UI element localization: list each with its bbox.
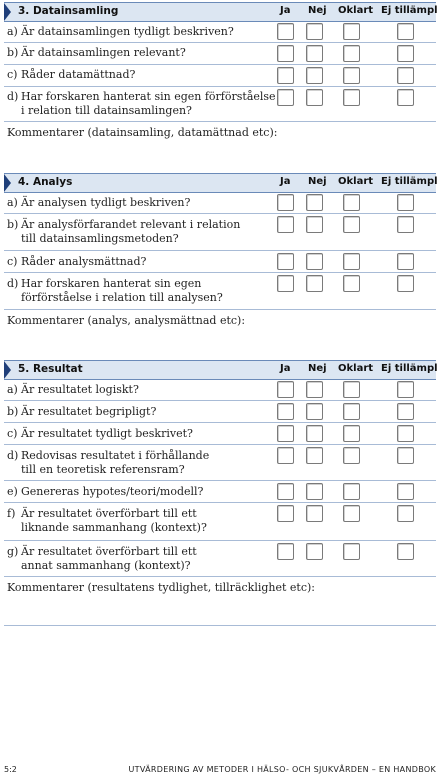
row-divider <box>4 400 436 401</box>
checkbox-3d-oklart[interactable] <box>343 89 360 106</box>
checkbox-3d-nej[interactable] <box>306 89 323 106</box>
checkbox-3b-oklart[interactable] <box>343 45 360 62</box>
section-header-analys <box>4 173 436 193</box>
checkbox-4a-ja[interactable] <box>277 194 294 211</box>
column-oklart: Oklart <box>338 5 374 16</box>
column-oklart: Oklart <box>338 363 374 374</box>
question-3b: b) Är datainsamlingen relevant? <box>7 46 186 59</box>
checkbox-5e-ej-tillampl[interactable] <box>397 483 414 500</box>
checkbox-5c-ja[interactable] <box>277 425 294 442</box>
section-header-resultat <box>4 360 436 380</box>
checkbox-4b-nej[interactable] <box>306 216 323 233</box>
question-4a: a) Är analysen tydligt beskriven? <box>7 196 191 209</box>
checkbox-4c-nej[interactable] <box>306 253 323 270</box>
row-divider <box>4 540 436 541</box>
checkbox-5c-nej[interactable] <box>306 425 323 442</box>
checkbox-5c-oklart[interactable] <box>343 425 360 442</box>
checkbox-5f-ja[interactable] <box>277 505 294 522</box>
checkbox-5c-ej-tillampl[interactable] <box>397 425 414 442</box>
checkbox-5e-nej[interactable] <box>306 483 323 500</box>
question-4c: c) Råder analysmättnad? <box>7 255 147 268</box>
checkbox-4d-oklart[interactable] <box>343 275 360 292</box>
checkbox-5f-oklart[interactable] <box>343 505 360 522</box>
question-5c: c) Är resultatet tydligt beskrivet? <box>7 427 193 440</box>
checkbox-4a-ej-tillampl[interactable] <box>397 194 414 211</box>
page-number: 5:2 <box>4 765 17 774</box>
checkbox-4d-ja[interactable] <box>277 275 294 292</box>
question-3c: c) Råder datamättnad? <box>7 68 136 81</box>
comment-label-datainsamling: Kommentarer (datainsamling, datamättnad etc): <box>7 126 278 139</box>
section-title: 4. Analys <box>18 176 73 188</box>
checkbox-4b-ja[interactable] <box>277 216 294 233</box>
checkbox-5a-oklart[interactable] <box>343 381 360 398</box>
question-5a: a) Är resultatet logiskt? <box>7 383 139 396</box>
section-marker <box>4 361 11 379</box>
row-divider <box>4 250 436 251</box>
checkbox-3a-oklart[interactable] <box>343 23 360 40</box>
row-divider <box>4 576 436 577</box>
column-ja: Ja <box>280 5 291 16</box>
column-nej: Nej <box>308 363 327 374</box>
question-5e: e) Genereras hypotes/teori/modell? <box>7 485 204 498</box>
checkbox-4c-oklart[interactable] <box>343 253 360 270</box>
checkbox-5g-nej[interactable] <box>306 543 323 560</box>
question-3a: a) Är datainsamlingen tydligt beskriven? <box>7 25 234 38</box>
checkbox-3a-nej[interactable] <box>306 23 323 40</box>
checkbox-5d-nej[interactable] <box>306 447 323 464</box>
column-ja: Ja <box>280 176 291 187</box>
checkbox-3d-ja[interactable] <box>277 89 294 106</box>
section-marker <box>4 174 11 192</box>
column-nej: Nej <box>308 5 327 16</box>
question-4d: d) Har forskaren hanterat sin egen förförståelse i relation till analysen? <box>7 277 223 304</box>
checkbox-5f-ej-tillampl[interactable] <box>397 505 414 522</box>
question-4b: b) Är analysförfarandet relevant i relation till datainsamlingsmetoden? <box>7 218 241 245</box>
question-5g: g) Är resultatet överförbart till ett annat sammanhang (kontext)? <box>7 545 197 572</box>
checkbox-3c-ja[interactable] <box>277 67 294 84</box>
checkbox-5g-ej-tillampl[interactable] <box>397 543 414 560</box>
comment-label-analys: Kommentarer (analys, analysmättnad etc): <box>7 314 246 327</box>
row-divider <box>4 64 436 65</box>
checkbox-5e-oklart[interactable] <box>343 483 360 500</box>
checkbox-5d-oklart[interactable] <box>343 447 360 464</box>
question-5f: f) Är resultatet överförbart till ett liknande sammanhang (kontext)? <box>7 507 207 534</box>
checkbox-4d-ej-tillampl[interactable] <box>397 275 414 292</box>
checkbox-4a-oklart[interactable] <box>343 194 360 211</box>
checkbox-3a-ja[interactable] <box>277 23 294 40</box>
checkbox-4b-oklart[interactable] <box>343 216 360 233</box>
section-header-datainsamling <box>4 2 436 22</box>
row-divider <box>4 86 436 87</box>
column-oklart: Oklart <box>338 176 374 187</box>
checkbox-5g-oklart[interactable] <box>343 543 360 560</box>
checkbox-4c-ej-tillampl[interactable] <box>397 253 414 270</box>
checkbox-4b-ej-tillampl[interactable] <box>397 216 414 233</box>
checkbox-5a-ej-tillampl[interactable] <box>397 381 414 398</box>
checkbox-5a-nej[interactable] <box>306 381 323 398</box>
column-ej-tillampl: Ej tillämpl <box>381 176 438 187</box>
checkbox-4a-nej[interactable] <box>306 194 323 211</box>
checkbox-3c-oklart[interactable] <box>343 67 360 84</box>
checkbox-5g-ja[interactable] <box>277 543 294 560</box>
question-5d: d) Redovisas resultatet i förhållande till en teoretisk referensram? <box>7 449 210 476</box>
checkbox-4d-nej[interactable] <box>306 275 323 292</box>
row-divider <box>4 444 436 445</box>
checkbox-5e-ja[interactable] <box>277 483 294 500</box>
checkbox-5b-ja[interactable] <box>277 403 294 420</box>
row-divider <box>4 422 436 423</box>
checkbox-4c-ja[interactable] <box>277 253 294 270</box>
row-divider <box>4 213 436 214</box>
row-divider <box>4 121 436 122</box>
checkbox-5a-ja[interactable] <box>277 381 294 398</box>
checkbox-5b-nej[interactable] <box>306 403 323 420</box>
row-divider <box>4 502 436 503</box>
checkbox-3c-nej[interactable] <box>306 67 323 84</box>
checkbox-5d-ja[interactable] <box>277 447 294 464</box>
question-3d: d) Har forskaren hanterat sin egen förförståelse i relation till datainsamlingen? <box>7 90 276 117</box>
checkbox-3a-ej-tillampl[interactable] <box>397 23 414 40</box>
column-ej-tillampl: Ej tillämpl <box>381 363 438 374</box>
row-divider <box>4 480 436 481</box>
row-divider <box>4 309 436 310</box>
checkbox-5b-oklart[interactable] <box>343 403 360 420</box>
column-ja: Ja <box>280 363 291 374</box>
section-marker <box>4 3 11 21</box>
checkbox-5f-nej[interactable] <box>306 505 323 522</box>
comment-label-resultat: Kommentarer (resultatens tydlighet, tillräcklighet etc): <box>7 581 315 594</box>
row-divider <box>4 272 436 273</box>
comment-area-bottom-line <box>4 625 436 626</box>
book-title: UTVÄRDERING AV METODER I HÄLSO- OCH SJUKVÅRDEN – EN HANDBOK <box>128 765 436 774</box>
row-divider <box>4 42 436 43</box>
checkbox-5d-ej-tillampl[interactable] <box>397 447 414 464</box>
question-5b: b) Är resultatet begripligt? <box>7 405 157 418</box>
section-title: 5. Resultat <box>18 363 83 375</box>
checkbox-3b-nej[interactable] <box>306 45 323 62</box>
checkbox-3c-ej-tillampl[interactable] <box>397 67 414 84</box>
checkbox-5b-ej-tillampl[interactable] <box>397 403 414 420</box>
column-ej-tillampl: Ej tillämpl <box>381 5 438 16</box>
checkbox-3b-ej-tillampl[interactable] <box>397 45 414 62</box>
checkbox-3d-ej-tillampl[interactable] <box>397 89 414 106</box>
section-title: 3. Datainsamling <box>18 5 119 17</box>
column-nej: Nej <box>308 176 327 187</box>
checkbox-3b-ja[interactable] <box>277 45 294 62</box>
